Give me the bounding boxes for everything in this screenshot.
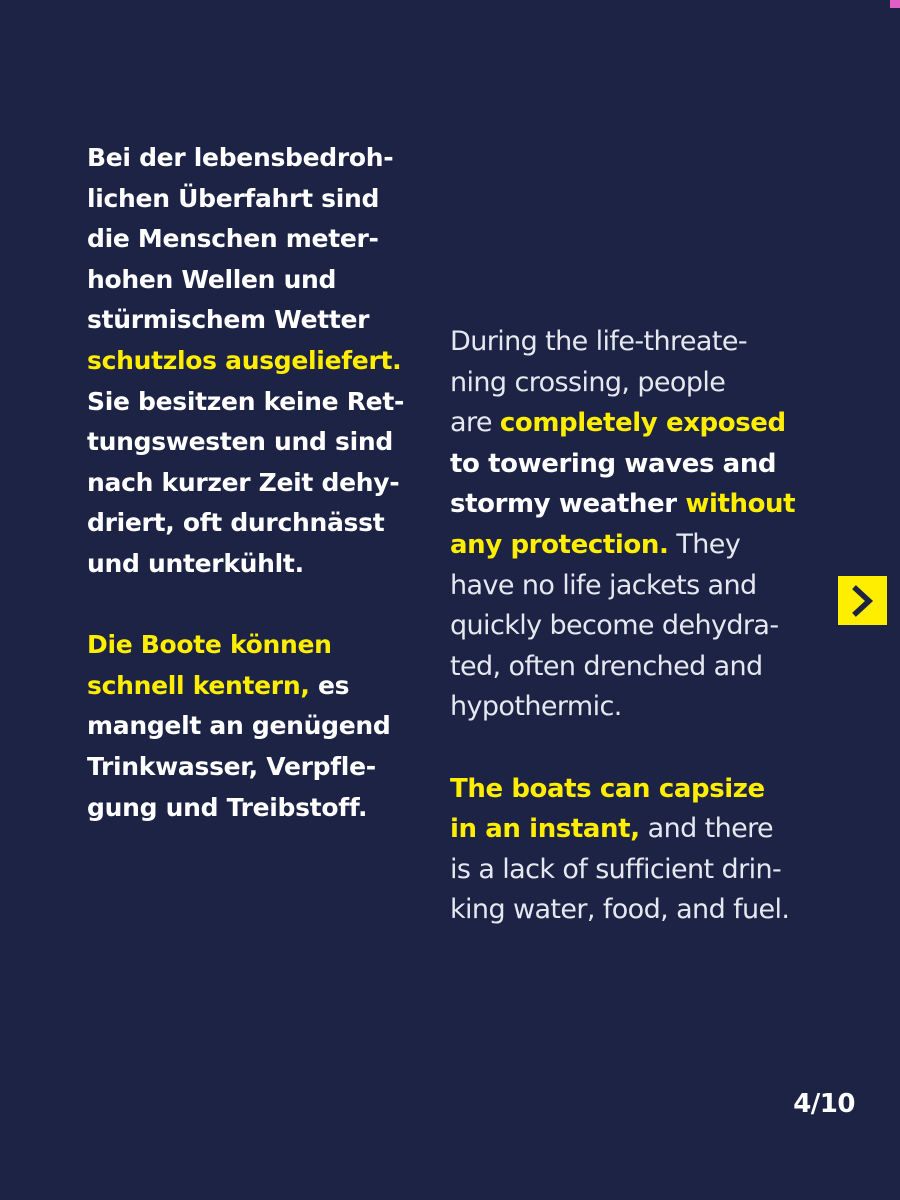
english-text-column	[450, 322, 795, 931]
english-phrase: and there	[639, 813, 774, 845]
english-highlight-line: The boats can capsize	[450, 773, 765, 804]
english-highlight-phrase: completely exposed	[499, 408, 786, 439]
english-paragraph-2	[450, 769, 795, 931]
german-highlight-line: schutzlos ausgeliefert.	[87, 345, 402, 375]
german-line: Sie besitzen keine Ret-	[87, 386, 405, 416]
corner-accent	[890, 0, 900, 8]
english-highlight-phrase: in an instant,	[450, 814, 640, 845]
english-line: ted, often drenched and	[450, 650, 763, 682]
english-highlight-phrase: any protection.	[450, 529, 669, 560]
english-phrase: are	[450, 407, 500, 439]
german-line: Trinkwasser, Verpfle-	[87, 751, 376, 781]
german-line: tungswesten und sind	[87, 427, 393, 457]
german-paragraph-2	[87, 625, 404, 828]
german-line: gung und Treibstoff.	[87, 792, 368, 822]
german-text-column	[87, 138, 404, 828]
german-line: und unterkühlt.	[87, 548, 304, 578]
german-phrase: es	[309, 670, 350, 700]
next-slide-button[interactable]	[838, 576, 887, 625]
english-line	[450, 525, 795, 566]
english-line: have no life jackets and	[450, 569, 757, 601]
german-line: lichen Überfahrt sind	[87, 183, 380, 213]
english-line: ning crossing, people	[450, 366, 726, 398]
german-line: mangelt an genügend	[87, 711, 391, 741]
english-phrase: They	[668, 528, 741, 560]
english-line	[450, 809, 795, 850]
german-highlight-phrase: schnell kentern,	[87, 670, 310, 700]
english-highlight-phrase: without	[685, 489, 796, 520]
chevron-right-icon	[851, 585, 875, 617]
german-highlight-line: Die Boote können	[87, 630, 332, 660]
english-line	[450, 484, 795, 525]
german-paragraph-1	[87, 138, 404, 585]
german-line: die Menschen meter-	[87, 224, 379, 254]
german-line	[87, 666, 404, 707]
english-paragraph-1	[450, 322, 795, 728]
english-bold-line: to towering waves and	[450, 448, 777, 479]
english-line: During the life-threate-	[450, 326, 747, 357]
english-line: quickly become dehydra-	[450, 610, 779, 642]
german-line: nach kurzer Zeit dehy-	[87, 467, 400, 497]
german-line: Bei der lebensbedroh-	[87, 143, 394, 172]
english-line: is a lack of sufficient drin-	[450, 853, 782, 885]
english-bold-phrase: stormy weather	[450, 489, 686, 520]
german-line: hohen Wellen und	[87, 264, 337, 294]
english-line: hypothermic.	[450, 691, 622, 723]
german-line: stürmischem Wetter	[87, 305, 370, 335]
english-line	[450, 403, 795, 444]
page-indicator: 4/10	[793, 1089, 855, 1119]
german-line: driert, oft durchnässt	[87, 508, 385, 538]
english-line: king water, food, and fuel.	[450, 894, 790, 926]
